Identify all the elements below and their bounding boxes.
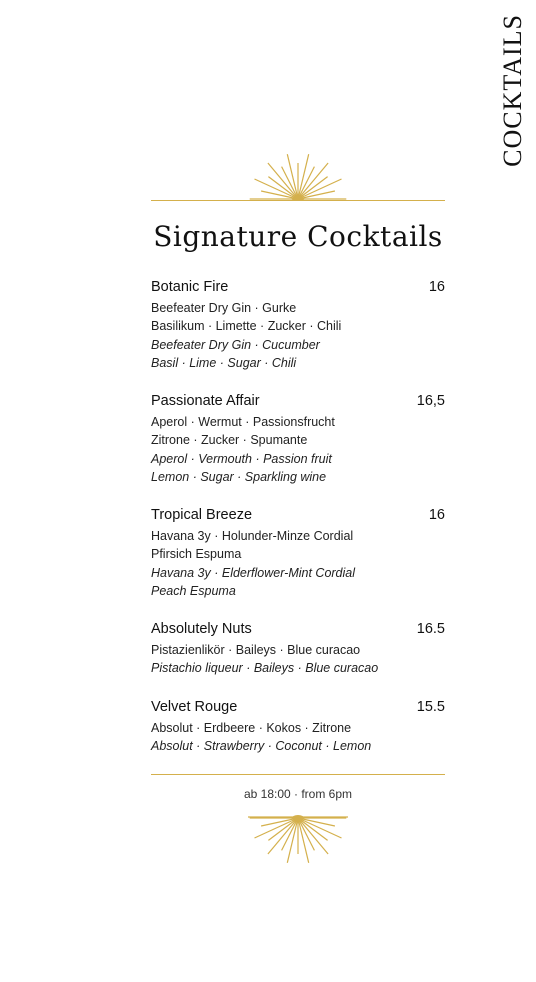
item-name: Passionate Affair (151, 393, 260, 409)
item-ingredients-de: Basilikum · Limette · Zucker · Chili (151, 319, 342, 334)
item-name: Botanic Fire (151, 279, 229, 295)
page-title: Signature Cocktails (153, 220, 443, 253)
menu-item (151, 621, 445, 678)
divider-top (151, 200, 445, 201)
menu-item (151, 507, 445, 600)
divider-bottom (151, 774, 445, 775)
item-price: 16,5 (416, 393, 445, 409)
item-price: 16 (428, 279, 445, 295)
menu-item (151, 393, 445, 486)
menu-item (151, 699, 445, 756)
item-ingredients-en: Lemon · Sugar · Sparkling wine (151, 469, 327, 484)
item-ingredients-en: Absolut · Strawberry · Coconut · Lemon (151, 739, 372, 754)
item-ingredients-en: Peach Espuma (151, 583, 236, 598)
item-ingredients-de: Havana 3y · Holunder-Minze Cordial (151, 529, 354, 543)
menu-item (151, 279, 445, 372)
item-name: Tropical Breeze (151, 507, 253, 523)
item-price: 16.5 (416, 621, 445, 637)
item-ingredients-de: Aperol · Wermut · Passionsfrucht (151, 415, 335, 429)
item-ingredients-de: Pistazienlikör · Baileys · Blue curacao (151, 643, 361, 657)
item-ingredients-en: Aperol · Vermouth · Passion fruit (151, 451, 332, 466)
sunburst-icon (246, 814, 350, 868)
item-price: 15.5 (416, 699, 445, 715)
item-name: Absolutely Nuts (151, 621, 252, 637)
item-ingredients-de: Absolut · Erdbeere · Kokos · Zitrone (151, 721, 352, 735)
item-ingredients-de: Beefeater Dry Gin · Gurke (151, 301, 297, 315)
item-name: Velvet Rouge (151, 699, 238, 715)
serving-hours: ab 18:00 · from 6pm (243, 787, 353, 801)
item-ingredients-en: Havana 3y · Elderflower-Mint Cordial (151, 565, 356, 580)
sunburst-icon (246, 150, 350, 200)
item-ingredients-de: Zitrone · Zucker · Spumante (151, 433, 308, 448)
item-ingredients-de: Pfirsich Espuma (151, 547, 242, 562)
item-ingredients-en: Pistachio liqueur · Baileys · Blue curacao (151, 661, 379, 676)
section-side-label: COCKTAILS (498, 14, 527, 167)
item-ingredients-en: Basil · Lime · Sugar · Chili (151, 355, 297, 370)
item-price: 16 (428, 507, 445, 523)
item-ingredients-en: Beefeater Dry Gin · Cucumber (151, 337, 320, 352)
